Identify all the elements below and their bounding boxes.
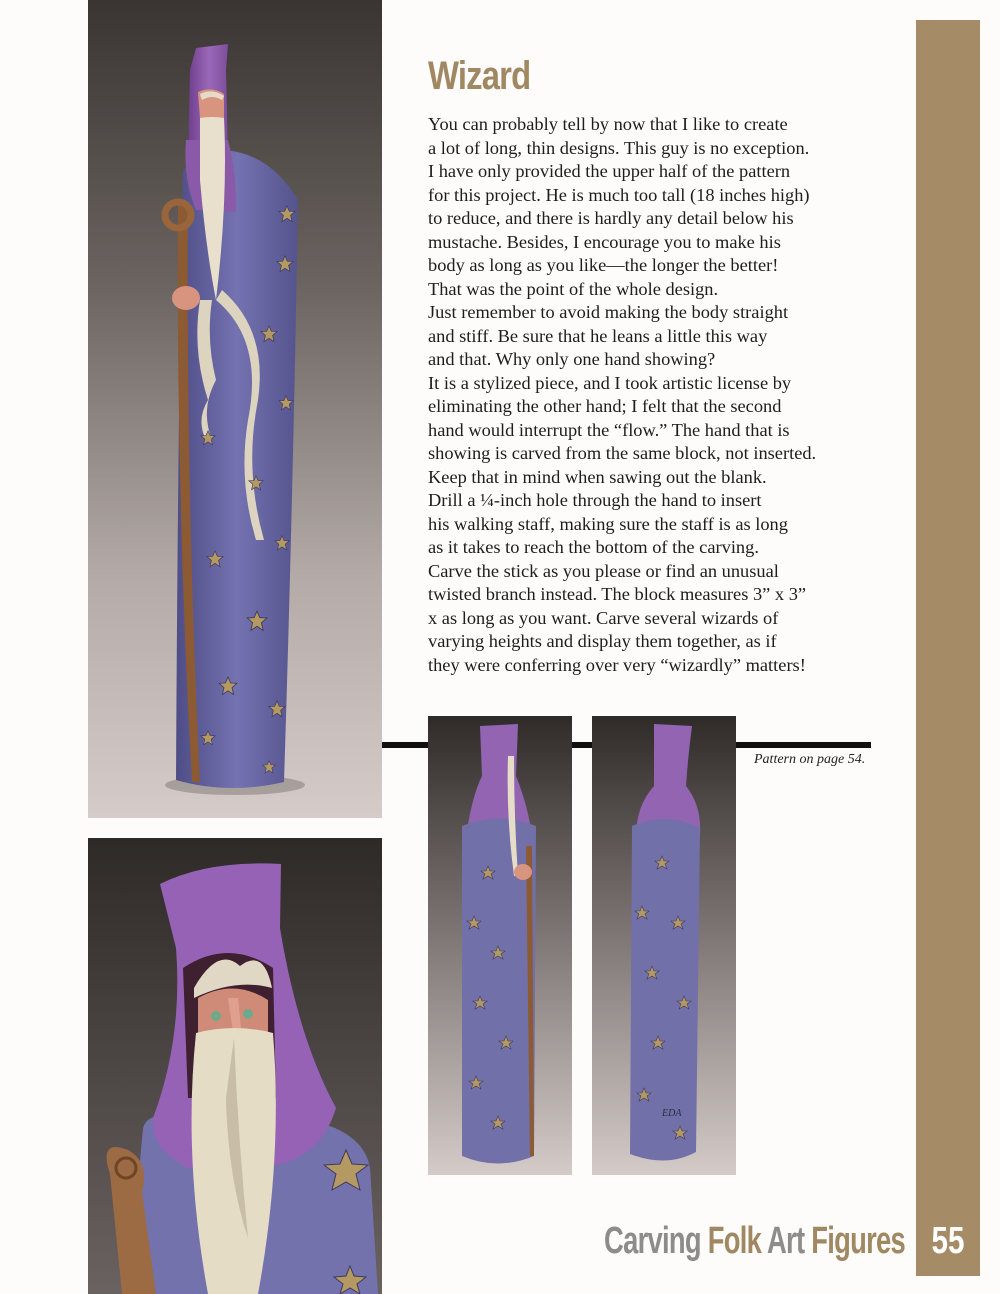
wizard-closeup-photo bbox=[88, 838, 382, 1294]
wizard-face-closeup-image bbox=[88, 838, 382, 1294]
body-line: Carve the stick as you please or find an unusual bbox=[428, 560, 779, 581]
body-line: as it takes to reach the bottom of the carving. bbox=[428, 537, 759, 557]
body-line: x as long as you want. Carve several wizards of bbox=[428, 607, 779, 628]
wizard-full-photo bbox=[88, 0, 382, 818]
carver-signature: EDA bbox=[662, 1108, 682, 1119]
body-line: and stiff. Be sure that he leans a little this way bbox=[428, 325, 768, 346]
divider-rule bbox=[382, 742, 428, 748]
book-title-footer bbox=[604, 1216, 905, 1266]
body-line: for this project. He is much too tall (18 inches high) bbox=[428, 184, 810, 205]
page-side-bar bbox=[916, 20, 980, 1276]
page-number: 55 bbox=[931, 1220, 965, 1262]
book-title-word: Folk bbox=[707, 1220, 762, 1262]
divider-rule bbox=[736, 742, 871, 748]
body-line: they were conferring over very “wizardly” matters! bbox=[428, 654, 806, 675]
wizard-back-photo bbox=[592, 716, 736, 1175]
body-line: Drill a ¼-inch hole through the hand to insert bbox=[428, 490, 762, 510]
body-line: twisted branch instead. The block measures 3” x 3” bbox=[428, 584, 807, 604]
body-line: mustache. Besides, I encourage you to make his bbox=[428, 231, 781, 252]
article-body bbox=[428, 113, 888, 677]
body-line: varying heights and display them together, as if bbox=[428, 631, 777, 651]
body-line: his walking staff, making sure the staff is as long bbox=[428, 513, 788, 534]
body-line: and that. Why only one hand showing? bbox=[428, 349, 716, 369]
body-line: That was the point of the whole design. bbox=[428, 278, 719, 299]
article-title: Wizard bbox=[428, 54, 531, 98]
wizard-side-photo bbox=[428, 716, 572, 1175]
body-line: hand would interrupt the “flow.” The hand that is bbox=[428, 419, 790, 440]
body-line: eliminating the other hand; I felt that the second bbox=[428, 396, 782, 416]
body-line: Keep that in mind when sawing out the blank. bbox=[428, 466, 767, 487]
wizard-full-figure-image bbox=[88, 0, 382, 818]
body-line: body as long as you like—the longer the better! bbox=[428, 255, 779, 275]
body-line: Just remember to avoid making the body straight bbox=[428, 302, 789, 322]
body-line: showing is carved from the same block, not inserted. bbox=[428, 443, 817, 463]
body-line: It is a stylized piece, and I took artistic license by bbox=[428, 372, 792, 393]
wizard-back-view-image bbox=[592, 716, 736, 1175]
book-title-word: Art bbox=[766, 1220, 805, 1262]
body-line: a lot of long, thin designs. This guy is no exception. bbox=[428, 137, 810, 158]
body-line: I have only provided the upper half of the pattern bbox=[428, 161, 791, 181]
body-line: to reduce, and there is hardly any detail below his bbox=[428, 208, 794, 228]
book-title-word: Figures bbox=[811, 1220, 905, 1262]
body-line: You can probably tell by now that I like to create bbox=[428, 114, 788, 134]
book-title-word: Carving bbox=[604, 1220, 701, 1262]
wizard-side-view-image bbox=[428, 716, 572, 1175]
divider-rule bbox=[572, 742, 592, 748]
pattern-caption: Pattern on page 54. bbox=[754, 752, 866, 767]
